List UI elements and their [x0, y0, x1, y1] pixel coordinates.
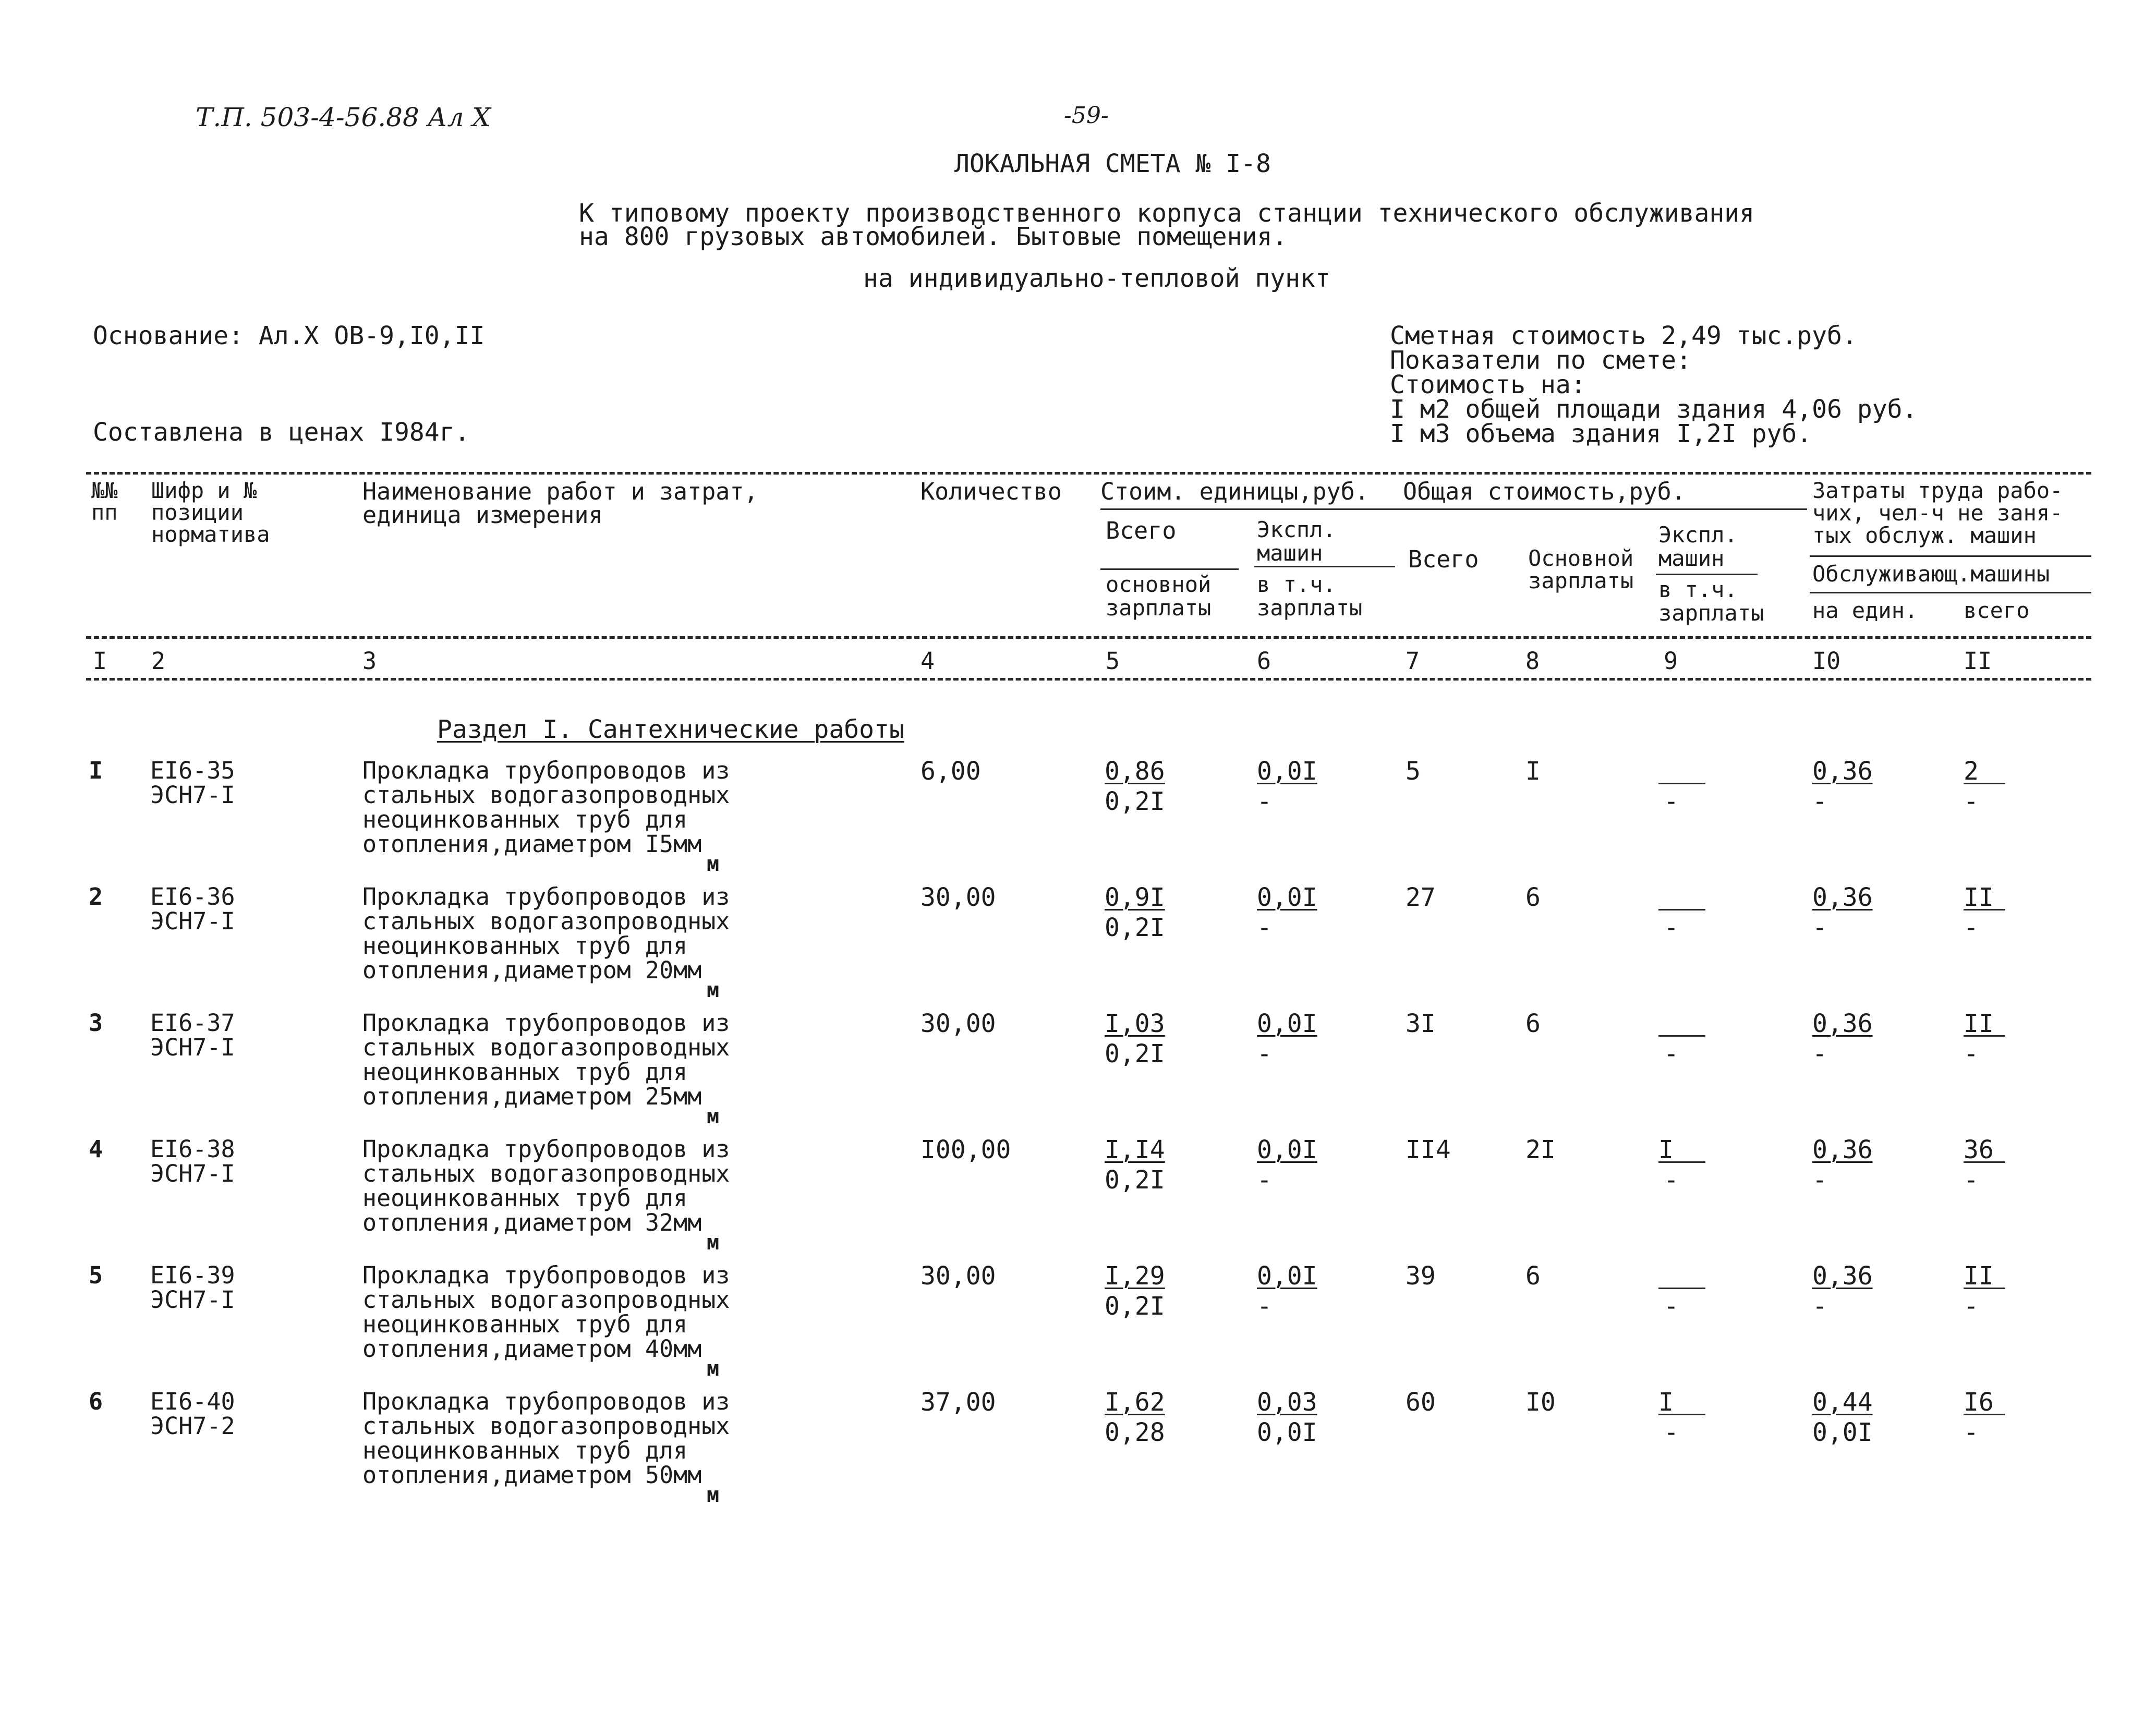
header-col1-line1: №№ [91, 478, 118, 503]
row-machine-wages-total: - [1664, 787, 1679, 816]
row-name-line1: Прокладка трубопроводов из [362, 1388, 730, 1415]
row-name-line2: стальных водогазопроводных [362, 907, 730, 935]
row-unit-machine-wages: - [1257, 787, 1272, 816]
subtitle-line-1: К типовому проекту производственного корпуса станции технического обслуживания [579, 199, 1755, 228]
col-number-8: 8 [1525, 647, 1540, 675]
row-labor-total-machines: - [1964, 1292, 1979, 1321]
header-col6-ekspl-2: машин [1257, 540, 1323, 566]
row-unit-machine-wages: - [1257, 1165, 1272, 1195]
document-title: ЛОКАЛЬНАЯ СМЕТА № I-8 [954, 149, 1271, 178]
row-unit-cost-total: 0,9I [1105, 883, 1165, 912]
header-total-cost: Общая стоимость,руб. [1403, 478, 1686, 505]
row-unit-cost-wages: 0,2I [1105, 787, 1165, 816]
row-labor-per-unit: 0,36 [1812, 1135, 1873, 1164]
row-labor-per-unit: 0,44 [1812, 1388, 1873, 1417]
row-machine-wages-total: - [1664, 1165, 1679, 1195]
row-labor-per-unit: 0,36 [1812, 1009, 1873, 1038]
col-number-7: 7 [1406, 647, 1420, 675]
header-unit-cost: Стоим. единицы,руб. [1100, 478, 1369, 505]
row-name-line1: Прокладка трубопроводов из [362, 757, 730, 784]
row-machine-wages-total: - [1664, 1039, 1679, 1069]
header-labor-line3: тых обслуж. машин [1812, 523, 2037, 548]
col-number-2: 2 [151, 647, 166, 675]
row-name-line3: неоцинкованных труб для [362, 932, 688, 960]
row-machine-cost-total [1658, 1011, 1705, 1037]
row-code-line2: ЭСН7-I [150, 1034, 235, 1061]
row-number: 6 [89, 1388, 103, 1415]
header-vsego-11: всего [1964, 598, 2030, 623]
header-rule-col5 [1100, 568, 1239, 570]
row-name-line4: отопления,диаметром 50мм [362, 1461, 702, 1489]
row-labor-total-machines: - [1964, 1418, 1979, 1447]
row-unit-cost-wages: 0,2I [1105, 1292, 1165, 1321]
row-labor-total: I6 [1964, 1390, 2005, 1415]
row-unit-cost-total: I,03 [1105, 1009, 1165, 1038]
col-number-10: I0 [1812, 647, 1841, 675]
row-name-line3: неоцинкованных труб для [362, 1437, 688, 1464]
row-name-line1: Прокладка трубопроводов из [362, 1135, 730, 1163]
row-labor-per-unit-machines: - [1812, 913, 1827, 942]
row-quantity: 37,00 [920, 1388, 996, 1417]
row-quantity: 30,00 [920, 1261, 996, 1291]
header-col5-vsego: Всего [1106, 517, 1177, 544]
row-labor-total: II [1964, 885, 2005, 910]
row-name-line4: отопления,диаметром 25мм [362, 1083, 702, 1110]
section-title: Раздел I. Сантехнические работы [437, 715, 904, 744]
row-base-wages: 6 [1525, 1009, 1541, 1038]
row-machine-wages-total: - [1664, 913, 1679, 942]
header-obsl: Обслуживающ.машины [1812, 561, 2050, 587]
row-total-cost: II4 [1406, 1135, 1451, 1164]
row-unit: м [707, 1357, 720, 1381]
row-unit-cost-total: 0,86 [1105, 757, 1165, 786]
row-total-cost: 27 [1406, 883, 1436, 912]
cost-info-line-2: Показатели по смете: [1390, 346, 1691, 375]
row-machine-wages-total: - [1664, 1418, 1679, 1447]
header-col5-osn-2: зарплаты [1106, 595, 1212, 621]
row-machine-cost-total: I [1658, 1137, 1705, 1163]
row-name-line2: стальных водогазопроводных [362, 1034, 730, 1061]
row-unit-machine-wages: - [1257, 1039, 1272, 1069]
row-labor-per-unit: 0,36 [1812, 757, 1873, 786]
row-code-line2: ЭСН7-I [150, 1286, 235, 1314]
row-name-line2: стальных водогазопроводных [362, 1160, 730, 1187]
row-unit: м [707, 1104, 720, 1128]
row-number: 4 [89, 1135, 103, 1163]
row-labor-total: II [1964, 1264, 2005, 1289]
cost-info-line-3: Стоимость на: [1390, 370, 1586, 399]
header-col5-osn-1: основной [1106, 572, 1212, 597]
col-number-4: 4 [920, 647, 935, 675]
row-labor-total-machines: - [1964, 1039, 1979, 1069]
row-total-cost: 3I [1406, 1009, 1436, 1038]
prices-year-text: Составлена в ценах I984г. [93, 418, 470, 447]
row-quantity: I00,00 [920, 1135, 1011, 1164]
row-total-cost: 5 [1406, 757, 1421, 786]
row-name-line4: отопления,диаметром 20мм [362, 956, 702, 984]
header-col9-ekspl-1: Экспл. [1658, 522, 1738, 548]
row-unit-machine-wages: 0,0I [1257, 1418, 1317, 1447]
row-unit-cost-wages: 0,2I [1105, 1165, 1165, 1195]
row-base-wages: I [1525, 757, 1541, 786]
header-rule-labor [1810, 555, 2091, 557]
row-labor-total: II [1964, 1011, 2005, 1037]
row-code-line2: ЭСН7-2 [150, 1412, 235, 1440]
row-unit-machine-cost: 0,0I [1257, 1009, 1317, 1038]
header-col9-vtch-2: зарплаты [1658, 600, 1764, 626]
row-code-line2: ЭСН7-I [150, 1160, 235, 1187]
row-unit-machine-cost: 0,0I [1257, 757, 1317, 786]
row-machine-wages-total: - [1664, 1292, 1679, 1321]
row-labor-total: 36 [1964, 1137, 2005, 1163]
basis-text: Основание: Ал.Х ОВ-9,I0,II [93, 321, 485, 350]
header-labor-line1: Затраты труда рабо- [1812, 478, 2063, 503]
row-machine-cost-total [1658, 1264, 1705, 1289]
row-labor-total: 2 [1964, 759, 2005, 784]
header-labor-line2: чих, чел-ч не заня- [1812, 500, 2063, 526]
row-code-line2: ЭСН7-I [150, 907, 235, 935]
row-name-line2: стальных водогазопроводных [362, 1412, 730, 1440]
row-labor-per-unit: 0,36 [1812, 883, 1873, 912]
header-na-edin: на един. [1812, 598, 1918, 623]
row-unit-cost-total: I,I4 [1105, 1135, 1165, 1164]
header-bottom-rule [86, 636, 2091, 639]
header-col9-ekspl-2: машин [1658, 545, 1725, 571]
row-code-line2: ЭСН7-I [150, 781, 235, 809]
row-unit: м [707, 978, 720, 1002]
header-col6-vtch-2: зарплаты [1257, 595, 1363, 621]
row-unit-machine-cost: 0,03 [1257, 1388, 1317, 1417]
row-total-cost: 39 [1406, 1261, 1436, 1291]
row-unit-machine-cost: 0,0I [1257, 1135, 1317, 1164]
row-number: 2 [89, 883, 103, 910]
row-name-line3: неоцинкованных труб для [362, 1184, 688, 1212]
row-base-wages: 6 [1525, 883, 1541, 912]
header-rule-col6 [1254, 566, 1395, 567]
row-name-line4: отопления,диаметром 32мм [362, 1209, 702, 1236]
row-name-line3: неоцинкованных труб для [362, 806, 688, 833]
row-unit-machine-wages: - [1257, 913, 1272, 942]
header-col4: Количество [920, 478, 1062, 505]
row-labor-total-machines: - [1964, 913, 1979, 942]
row-unit-machine-cost: 0,0I [1257, 1261, 1317, 1291]
col-number-3: 3 [362, 647, 377, 675]
row-unit: м [707, 1483, 720, 1507]
row-quantity: 6,00 [920, 757, 981, 786]
row-code-line1: EI6-38 [150, 1135, 235, 1163]
col-number-6: 6 [1257, 647, 1271, 675]
col-number-1: I [93, 647, 107, 675]
row-unit-machine-cost: 0,0I [1257, 883, 1317, 912]
cost-info-line-4: I м2 общей площади здания 4,06 руб. [1390, 395, 1918, 424]
row-labor-per-unit-machines: - [1812, 1292, 1827, 1321]
row-code-line1: EI6-36 [150, 883, 235, 910]
row-machine-cost-total: I [1658, 1390, 1705, 1415]
row-name-line2: стальных водогазопроводных [362, 1286, 730, 1314]
page-number: -59- [1064, 102, 1109, 129]
row-machine-cost-total [1658, 759, 1705, 784]
row-number: I [89, 757, 103, 784]
row-code-line1: EI6-40 [150, 1388, 235, 1415]
row-unit-cost-wages: 0,2I [1105, 1039, 1165, 1069]
row-labor-total-machines: - [1964, 787, 1979, 816]
header-col2-line2: позиции [151, 500, 244, 525]
row-labor-per-unit: 0,36 [1812, 1261, 1873, 1291]
subtitle-line-2: на 800 грузовых автомобилей. Бытовые помещения. [579, 222, 1288, 251]
header-top-rule [86, 472, 2091, 475]
cost-info-line-1: Сметная стоимость 2,49 тыс.руб. [1390, 321, 1857, 350]
row-name-line4: отопления,диаметром 40мм [362, 1335, 702, 1363]
header-col2-line3: норматива [151, 521, 270, 547]
row-labor-per-unit-machines: - [1812, 1165, 1827, 1195]
header-col8-line1: Основной [1528, 545, 1634, 571]
row-name-line3: неоцинкованных труб для [362, 1310, 688, 1338]
column-numbers-rule [86, 678, 2091, 681]
header-col1-line2: пп [91, 500, 118, 525]
row-labor-per-unit-machines: - [1812, 787, 1827, 816]
col-number-5: 5 [1106, 647, 1120, 675]
header-group-rule [1100, 508, 1807, 510]
header-rule-col9 [1656, 574, 1758, 575]
row-name-line1: Прокладка трубопроводов из [362, 1009, 730, 1037]
row-labor-per-unit-machines: - [1812, 1039, 1827, 1069]
col-number-9: 9 [1664, 647, 1678, 675]
row-name-line1: Прокладка трубопроводов из [362, 1261, 730, 1289]
row-base-wages: 2I [1525, 1135, 1556, 1164]
row-number: 3 [89, 1009, 103, 1037]
row-labor-total-machines: - [1964, 1165, 1979, 1195]
header-col6-ekspl-1: Экспл. [1257, 517, 1336, 542]
row-unit-cost-wages: 0,28 [1105, 1418, 1165, 1447]
row-name-line1: Прокладка трубопроводов из [362, 883, 730, 910]
header-col8-line2: зарплаты [1528, 568, 1634, 593]
cost-info-line-5: I м3 объема здания I,2I руб. [1390, 419, 1812, 448]
object-name: на индивидуально-тепловой пункт [863, 264, 1330, 293]
row-unit-machine-wages: - [1257, 1292, 1272, 1321]
row-total-cost: 60 [1406, 1388, 1436, 1417]
row-labor-per-unit-machines: 0,0I [1812, 1418, 1873, 1447]
header-col3-line2: единица измерения [362, 501, 603, 529]
row-base-wages: I0 [1525, 1388, 1556, 1417]
row-name-line4: отопления,диаметром I5мм [362, 830, 702, 858]
row-quantity: 30,00 [920, 883, 996, 912]
row-unit: м [707, 852, 720, 876]
row-unit-cost-total: I,62 [1105, 1388, 1165, 1417]
row-code-line1: EI6-35 [150, 757, 235, 784]
row-code-line1: EI6-39 [150, 1261, 235, 1289]
row-quantity: 30,00 [920, 1009, 996, 1038]
document-code-stamp: Т.П. 503-4-56.88 Ал Х [196, 102, 491, 132]
row-base-wages: 6 [1525, 1261, 1541, 1291]
row-machine-cost-total [1658, 885, 1705, 910]
col-number-11: II [1964, 647, 1992, 675]
row-code-line1: EI6-37 [150, 1009, 235, 1037]
row-unit-cost-wages: 0,2I [1105, 913, 1165, 942]
row-name-line2: стальных водогазопроводных [362, 781, 730, 809]
header-col2-line1: Шифр и № [151, 478, 257, 503]
row-unit: м [707, 1231, 720, 1255]
header-rule-obsl [1810, 592, 2091, 593]
row-name-line3: неоцинкованных труб для [362, 1058, 688, 1086]
header-col9-vtch-1: в т.ч. [1658, 577, 1738, 602]
header-col6-vtch-1: в т.ч. [1257, 572, 1336, 597]
row-unit-cost-total: I,29 [1105, 1261, 1165, 1291]
header-col7-vsego: Всего [1408, 545, 1479, 573]
row-number: 5 [89, 1261, 103, 1289]
header-col3-line1: Наименование работ и затрат, [362, 478, 758, 505]
